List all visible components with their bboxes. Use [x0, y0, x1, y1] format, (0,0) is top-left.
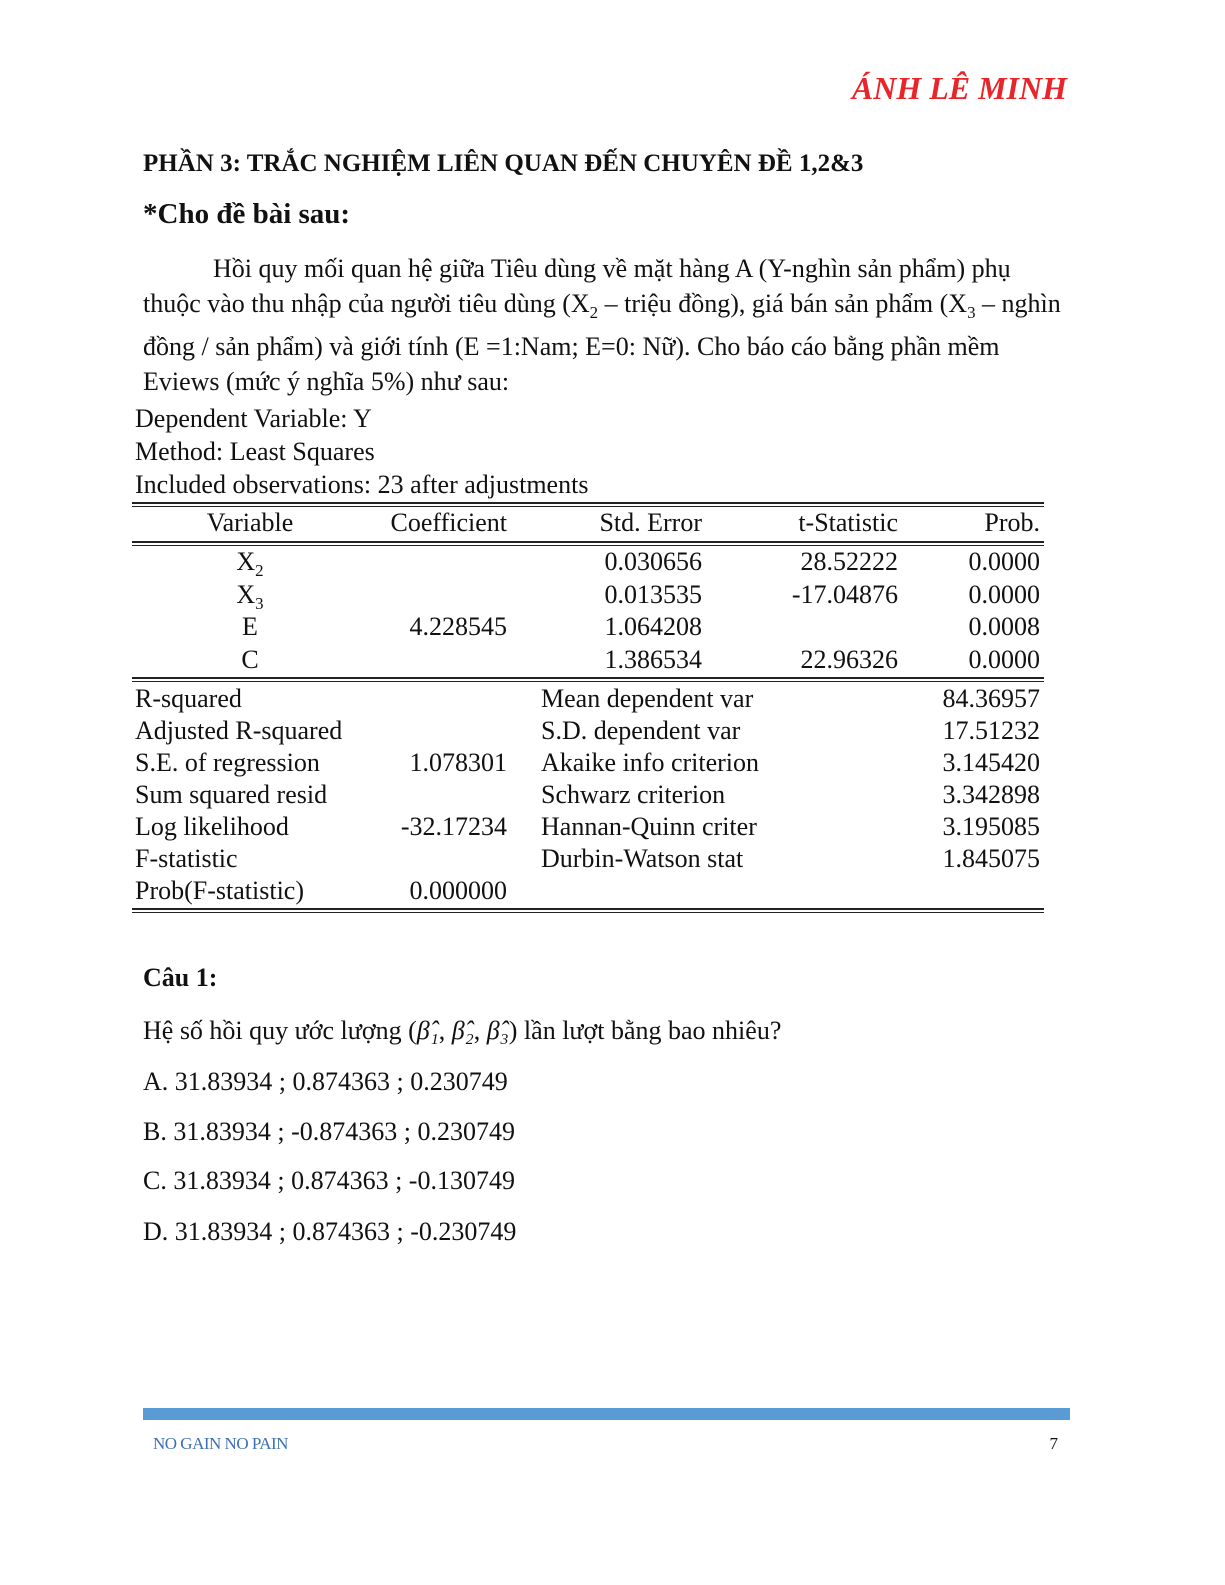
table-rule	[132, 677, 1044, 682]
stat-value: 17.51232	[942, 716, 1040, 745]
column-header: Coefficient	[390, 508, 507, 537]
stat-label: R-squared	[135, 684, 242, 713]
t-statistic-cell: 28.52222	[800, 547, 898, 576]
section-title: PHẦN 3: TRẮC NGHIỆM LIÊN QUAN ĐẾN CHUYÊN ĐỀ 1,2&3	[143, 150, 864, 177]
variable-name	[180, 612, 320, 646]
table-rule	[132, 502, 1044, 507]
observations: Included observations: 23 after adjustments	[135, 470, 589, 499]
stat-label: Adjusted R-squared	[135, 716, 343, 745]
variable-name	[180, 645, 320, 679]
intro-paragraph	[143, 252, 1073, 399]
beta-2: β̂₂	[451, 1016, 474, 1045]
std-error-cell: 1.386534	[604, 644, 702, 674]
intro-text: – triệu đồng), giá bán sản phẩm (X	[598, 288, 968, 318]
variable-label: X	[236, 547, 256, 576]
stat-value: 3.342898	[942, 780, 1040, 809]
author-header: ÁNH LÊ MINH	[851, 70, 1067, 106]
prob-cell: 0.0008	[968, 612, 1040, 641]
variable-label: X	[236, 579, 256, 609]
table-rule	[132, 908, 1044, 913]
variable-label: E	[242, 612, 258, 641]
footer-motto: NO GAIN NO PAIN	[153, 1434, 288, 1453]
column-header: t-Statistic	[798, 508, 898, 537]
stat-label: F-statistic	[135, 844, 238, 873]
option-d[interactable]: D. 31.83934 ; 0.874363 ; -0.230749	[143, 1217, 517, 1246]
t-statistic-cell: -17.04876	[791, 579, 898, 609]
question-text: Hệ số hồi quy ước lượng (β̂₁, β̂₂, β̂₃) lần lượt bằng bao nhiêu?	[143, 1016, 782, 1045]
stat-label: Hannan-Quinn criter	[541, 812, 757, 841]
stat-label: Mean dependent var	[541, 684, 754, 713]
coefficient-cell: 4.228545	[409, 612, 507, 641]
stat-label: Schwarz criterion	[541, 780, 726, 809]
beta-3: β̂₃	[486, 1016, 509, 1045]
stat-value: 3.145420	[942, 748, 1040, 777]
stat-value: 3.195085	[942, 812, 1040, 841]
subscript: 2	[255, 561, 264, 581]
stat-value: 1.845075	[942, 844, 1040, 873]
stat-label: Akaike info criterion	[541, 748, 760, 777]
column-header: Variable	[206, 508, 294, 537]
stat-value: 84.36957	[942, 684, 1040, 713]
std-error-cell: 0.013535	[604, 579, 702, 609]
t-statistic-cell: 22.96326	[800, 644, 898, 674]
question-prefix: Hệ số hồi quy ước lượng (	[143, 1016, 417, 1045]
variable-label: C	[241, 644, 259, 674]
subtitle: *Cho đề bài sau:	[143, 198, 351, 230]
subscript: 3	[967, 302, 976, 322]
question-suffix: ) lần lượt bằng bao nhiêu?	[508, 1016, 782, 1045]
column-header: Prob.	[984, 508, 1040, 537]
stat-label: S.E. of regression	[135, 748, 320, 777]
subscript: 3	[255, 593, 264, 613]
column-header: Std. Error	[599, 508, 702, 537]
option-b[interactable]: B. 31.83934 ; -0.874363 ; 0.230749	[143, 1117, 515, 1146]
table-rule	[132, 541, 1044, 546]
variable-name	[180, 580, 320, 614]
stat-label: Log likelihood	[135, 812, 289, 841]
page-number: 7	[1049, 1434, 1058, 1453]
stat-value: -32.17234	[400, 812, 507, 841]
question-label: Câu 1:	[143, 963, 218, 992]
stat-value: 0.000000	[409, 876, 507, 905]
intro-text: Hồi quy mối quan hệ giữa Tiêu dùng về mặt hàng A (Y-nghìn sản phẩm) phụ thuộc vào thu nhập của người tiêu dùng (X	[143, 254, 1011, 318]
prob-cell: 0.0000	[968, 644, 1040, 674]
intro-text: – nghìn đồng / sản phẩm) và giới tính (E =1:Nam; E=0: Nữ). Cho báo cáo bằng phần mềm Eviews (mức ý nghĩa 5%) như sau:	[143, 288, 1061, 396]
option-c[interactable]: C. 31.83934 ; 0.874363 ; -0.130749	[143, 1166, 515, 1195]
std-error-cell: 0.030656	[604, 547, 702, 576]
prob-cell: 0.0000	[968, 547, 1040, 576]
beta-1: β̂₁	[416, 1016, 439, 1045]
method: Method: Least Squares	[135, 437, 375, 466]
stat-label: Sum squared resid	[135, 780, 328, 809]
dependent-variable: Dependent Variable: Y	[135, 404, 372, 433]
footer-bar	[143, 1408, 1070, 1420]
option-a[interactable]: A. 31.83934 ; 0.874363 ; 0.230749	[143, 1067, 508, 1096]
variable-name	[180, 547, 320, 581]
stat-label: S.D. dependent var	[541, 716, 741, 745]
stat-label: Durbin-Watson stat	[541, 844, 744, 873]
std-error-cell: 1.064208	[604, 612, 702, 641]
subscript: 2	[589, 302, 599, 322]
prob-cell: 0.0000	[968, 579, 1040, 609]
stat-value: 1.078301	[409, 748, 507, 777]
stat-label: Prob(F-statistic)	[135, 876, 304, 905]
